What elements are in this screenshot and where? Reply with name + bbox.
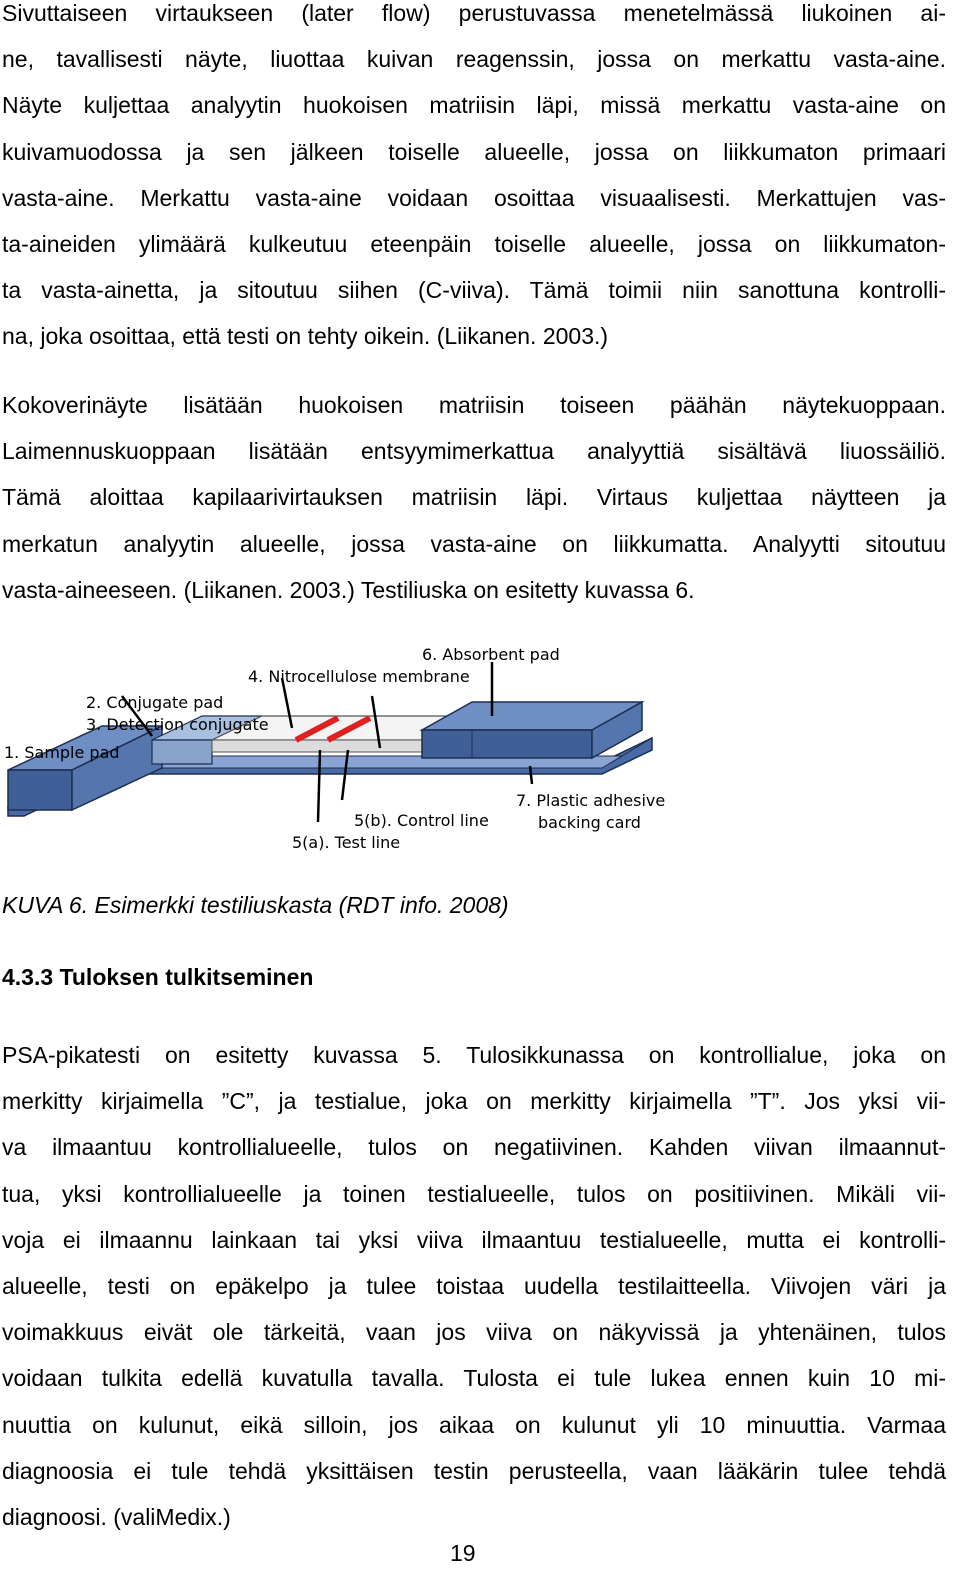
paragraph-lateral-flow bbox=[2, 0, 946, 360]
text-line: Kokoverinäyte lisätään huokoisen matriisin toiseen päähän näytekuoppaan. bbox=[2, 392, 946, 418]
text-line: ne, tavallisesti näyte, liuottaa kuivan reagenssin, jossa on merkattu vasta-aine. bbox=[2, 46, 946, 73]
label-nitrocellulose: 4. Nitrocellulose membrane bbox=[248, 667, 470, 686]
figure-caption: KUVA 6. Esimerkki testiliuskasta (RDT info. 2008) bbox=[2, 892, 509, 918]
page-number: 19 bbox=[450, 1540, 476, 1566]
text-line: diagnoosia ei tule tehdä yksittäisen testin perusteella, vaan lääkärin tulee tehdä bbox=[2, 1457, 946, 1484]
text-line: merkitty kirjaimella ”C”, ja testialue, joka on merkitty kirjaimella ”T”. Jos yksi vii- bbox=[2, 1088, 946, 1115]
text-line: Sivuttaiseen virtaukseen (later flow) perustuvassa menetelmässä liukoinen ai- bbox=[2, 0, 946, 26]
text-line: vasta-aine. Merkattu vasta-aine voidaan osoittaa visuaalisesti. Merkattujen vas- bbox=[2, 184, 946, 211]
text-line: PSA-pikatesti on esitetty kuvassa 5. Tulosikkunassa on kontrollialue, joka on bbox=[2, 1042, 946, 1068]
text-line: va ilmaantuu kontrollialueelle, tulos on negatiivinen. Kahden viivan ilmaannut- bbox=[2, 1134, 946, 1161]
label-sample-pad: 1. Sample pad bbox=[4, 743, 120, 762]
absorbent-pad-side bbox=[422, 730, 592, 758]
test-strip-figure bbox=[2, 640, 702, 860]
text-line: vasta-aineeseen. (Liikanen. 2003.) Testiliuska on esitetty kuvassa 6. bbox=[2, 576, 695, 603]
label-conjugate-pad: 2. Conjugate pad bbox=[86, 693, 224, 712]
paragraph-result-interpretation bbox=[2, 1032, 946, 1540]
text-line: Tämä aloittaa kapilaarivirtauksen matriisin läpi. Virtaus kuljettaa näytteen ja bbox=[2, 484, 946, 511]
label-test-line: 5(a). Test line bbox=[292, 833, 401, 852]
section-heading: 4.3.3 Tuloksen tulkitseminen bbox=[2, 964, 314, 990]
label-detection-conjugate: 3. Detection conjugate bbox=[86, 715, 269, 734]
text-line: ta-aineiden ylimäärä kulkeutuu eteenpäin toiselle alueelle, jossa on liikkumaton- bbox=[2, 231, 946, 258]
text-line: Laimennuskuoppaan lisätään entsyymimerkattua analyyttiä sisältävä liuossäiliö. bbox=[2, 438, 946, 465]
text-line: voja ei ilmaannu lainkaan tai yksi viiva ilmaantuu testialueelle, mutta ei kontrolli- bbox=[2, 1226, 946, 1253]
text-line: voidaan tulkita edellä kuvatulla tavalla. Tulosta ei tule lukea ennen kuin 10 mi- bbox=[2, 1365, 946, 1392]
text-line: voimakkuus eivät ole tärkeitä, vaan jos viiva on näkyvissä ja yhtenäinen, tulos bbox=[2, 1319, 946, 1346]
membrane-side bbox=[212, 740, 422, 752]
paragraph-whole-blood bbox=[2, 382, 946, 613]
text-line: ta vasta-ainetta, ja sitoutuu siihen (C-viiva). Tämä toimii niin sanottuna kontrolli- bbox=[2, 277, 946, 304]
text-line: diagnoosi. (valiMedix.) bbox=[2, 1504, 231, 1531]
text-line: na, joka osoittaa, että testi on tehty oikein. (Liikanen. 2003.) bbox=[2, 323, 609, 350]
conjugate-pad-side bbox=[152, 740, 212, 764]
text-line: merkatun analyytin alueelle, jossa vasta-aine on liikkumatta. Analyytti sitoutuu bbox=[2, 530, 946, 557]
label-backing-card-1: 7. Plastic adhesive bbox=[516, 791, 666, 810]
text-line: alueelle, testi on epäkelpo ja tulee toistaa uudella testilaitteella. Viivojen väri ja bbox=[2, 1273, 946, 1300]
label-absorbent-pad: 6. Absorbent pad bbox=[422, 645, 560, 664]
text-line: Näyte kuljettaa analyytin huokoisen matriisin läpi, missä merkattu vasta-aine on bbox=[2, 92, 946, 119]
text-line: tua, yksi kontrollialueelle ja toinen testialueelle, tulos on positiivinen. Mikäli vii- bbox=[2, 1180, 946, 1207]
label-backing-card-2: backing card bbox=[538, 813, 641, 832]
sample-pad-side bbox=[8, 770, 72, 810]
text-line: kuivamuodossa ja sen jälkeen toiselle alueelle, jossa on liikkumaton primaari bbox=[2, 138, 946, 165]
label-control-line: 5(b). Control line bbox=[354, 811, 489, 830]
text-line: nuuttia on kulunut, eikä silloin, jos aikaa on kulunut yli 10 minuuttia. Varmaa bbox=[2, 1411, 946, 1438]
